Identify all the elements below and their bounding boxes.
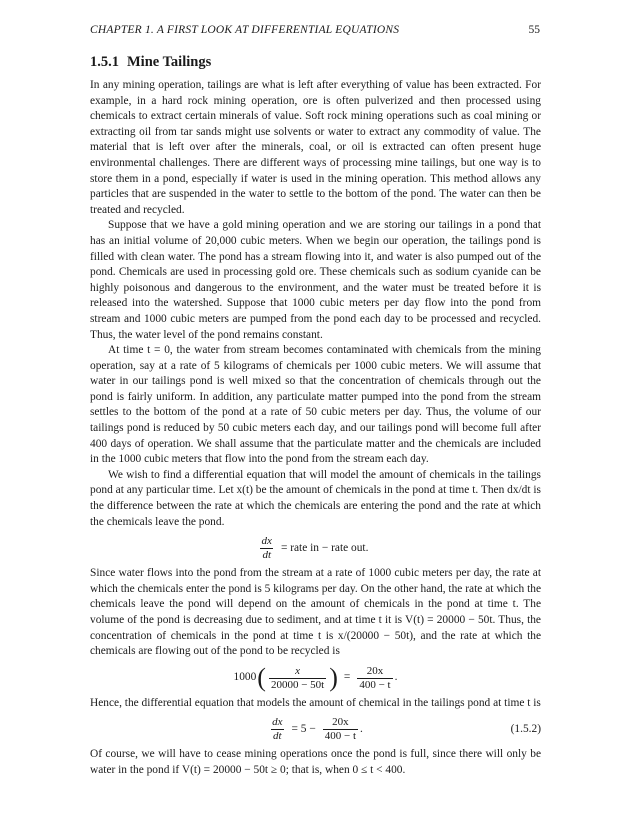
page-number: 55 [528, 24, 540, 36]
body-text [90, 78, 541, 779]
section-title: Mine Tailings [127, 54, 212, 70]
equation-rate: $\frac{dx}{dt}$ = rate in − rate out. [261, 535, 369, 562]
fraction-outflow-rate: $\frac{20x}{400 - t}$ [359, 664, 391, 691]
fraction-model-rhs: $\frac{20x}{400 - t}$ [324, 716, 357, 743]
fraction-dxdt-model: $\frac{dx}{dt}$ [272, 716, 283, 743]
fraction-concentration: $\frac{x}{20000 - 50t}$ [270, 664, 325, 691]
paragraph-model-goal: We wish to find a differential equation that will model the amount of chemicals in the tailings pond at any particular time. Let x(t) be the amount of chemicals in the pond at time t. Then dx/dt is the difference between the rate at which the chemicals are entering the pond and the rate at which the chemicals leave the pond. [90, 468, 541, 528]
paragraph-conclusion: Of course, we will have to cease mining operations once the pond is full, since there will only be water in the pond if V(t) = 20000 − 50t ≥ 0; that is, when 0 ≤ t < 400. [90, 748, 541, 776]
running-header [90, 24, 540, 40]
paragraph-outflow: Since water flows into the pond from the stream at a rate of 1000 cubic meters per day, the rate at which the chemicals enter the pond is 5 kilograms per day. On the other hand, the rate at which the chemicals leave the pond will depend on the amount of chemicals in the pond at time t. The volume of the pond is decreasing due to sediment, and at time t it is V(t) = 20000 − 50t. Thus, the concentration of chemicals in the pond at time t is x/(20000 − 50t), and the rate at which the chemicals are flowing out of the pond to be recycled is [90, 567, 541, 658]
equation-model: $\frac{dx}{dt}$ = 5 − $\frac{20x}{400 - t}$ . (1.5.2) [272, 716, 541, 743]
equation-outflow: 1000 ( $\frac{x}{20000 - 50t}$ ) = $\frac{20x}{400 - t}$ . [233, 663, 398, 693]
section-number: 1.5.1 [90, 54, 119, 70]
paragraph-intro: In any mining operation, tailings are what is left after everything of value has been extracted. For example, in a hard rock mining operation, ore is often pulverized and then processed using chemicals to extract certain minerals of value. Soft rock mining operations such as coal mining or extracting oil from tar sands might use solvents or water to extract any commodity of value. The material that is left over after the minerals, coal, or oil is extracted can often present huge environmental challenges. There are different ways of processing mine tailings, but one way is to store them in a pond, especially if water is used in the mining operation. This method allows any particles that are suspended in the water to settle to the bottom of the pond. The water can then be treated and recycled. [90, 79, 541, 216]
fraction-dxdt: $\frac{dx}{dt}$ [261, 535, 272, 562]
paragraph-contamination: At time t = 0, the water from stream becomes contaminated with chemicals from the mining operation, say at a rate of 5 kilograms of chemicals per 1000 cubic meters. We will assume that water in our tailings pond is well mixed so that the concentration of chemicals through out the pond is fairly uniform. In addition, any particulate matter pumped into the pond from the stream settles to the bottom of the pond at a rate of 50 cubic meters per day. Thus, the volume of our tailings pond is reduced by 50 cubic meters each day, and our tailings pond will become full after 400 days of operation. We shall assume that the particulate matter and the chemicals are included in the 1000 cubic meters that flow into the pond from the stream each day. [90, 344, 541, 466]
paragraph-setup: Suppose that we have a gold mining operation and we are storing our tailings in a pond that has an initial volume of 20,000 cubic meters. When we begin our operation, the tailings pond is filled with clean water. The pond has a stream flowing into it, and water is also pumped out of the pond. Chemicals are used in processing gold ore. These chemicals such as sodium cyanide can be highly poisonous and dangerous to the environment, and the water must be treated before it is released into the watershed. Suppose that 1000 cubic meters per day flow into the pond from stream and 1000 cubic meters are pumped from the pond each day to be processed and recycled. Thus, the water level of the pond remains constant. [90, 219, 541, 341]
paragraph-hence: Hence, the differential equation that models the amount of chemical in the tailings pond at time t is [90, 696, 541, 709]
chapter-title: CHAPTER 1. A FIRST LOOK AT DIFFERENTIAL EQUATIONS [90, 24, 400, 36]
equation-number: (1.5.2) [510, 723, 541, 736]
section-heading [90, 54, 211, 71]
